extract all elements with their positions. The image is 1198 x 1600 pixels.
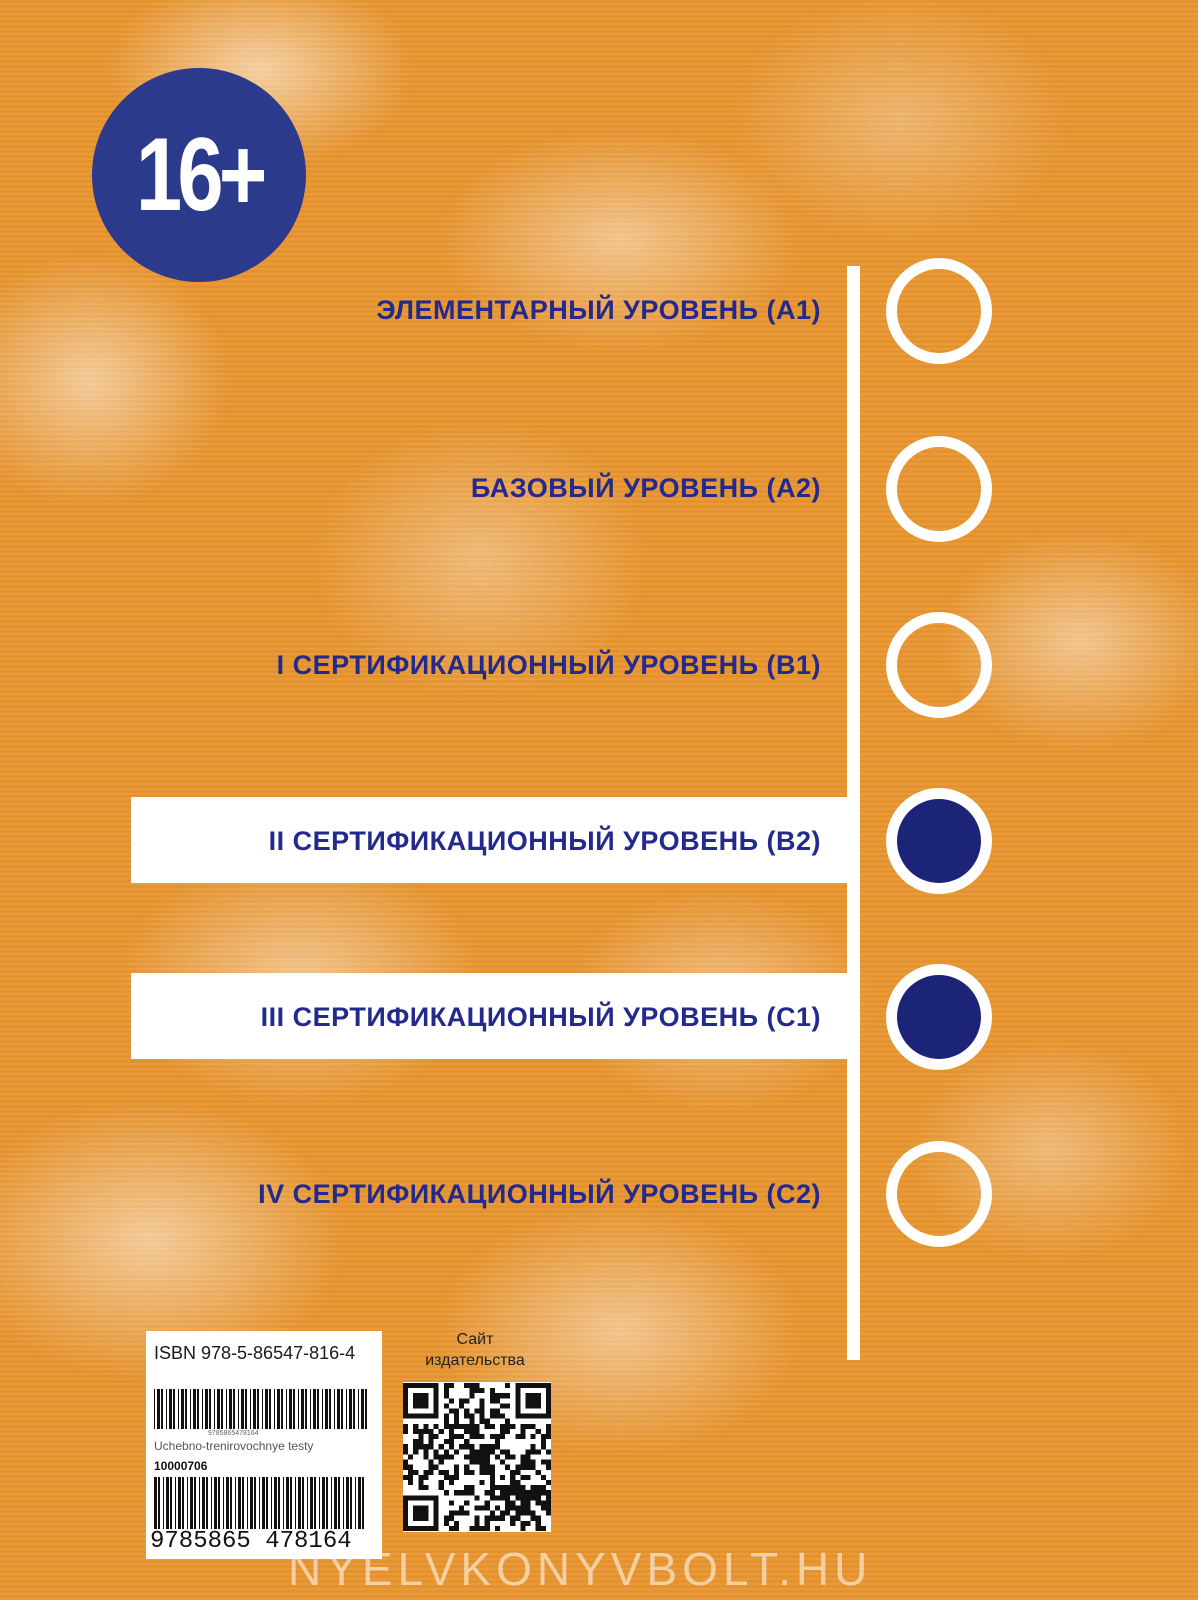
- publisher-site-label: [400, 1330, 550, 1372]
- level-label-a2: БАЗОВЫЙ УРОВЕНЬ (А2): [470, 473, 821, 503]
- isbn-barcode-label: [146, 1331, 382, 1559]
- level-marker-a1: [886, 258, 992, 364]
- barcode-ean-icon: [154, 1477, 368, 1529]
- qr-code-icon[interactable]: [403, 1382, 551, 1532]
- level-label-b1: I СЕРТИФИКАЦИОННЫЙ УРОВЕНЬ (В1): [276, 650, 821, 680]
- isbn-number: ISBN 978-5-86547-816-4: [154, 1343, 356, 1363]
- barcode-small-code: 9785865478164: [208, 1430, 259, 1437]
- level-label-c2: IV СЕРТИФИКАЦИОННЫЙ УРОВЕНЬ (С2): [258, 1179, 821, 1209]
- age-rating-text: 16+: [135, 116, 263, 233]
- level-label-c1: III СЕРТИФИКАЦИОННЫЙ УРОВЕНЬ (С1): [260, 1002, 821, 1032]
- publisher-site-text: Сайт издательства: [425, 1331, 525, 1369]
- level-marker-c1-filled: [886, 964, 992, 1070]
- level-timeline-line: [847, 266, 860, 1360]
- barcode-ean-number: 9785865 478164: [150, 1528, 352, 1555]
- level-label-b2: II СЕРТИФИКАЦИОННЫЙ УРОВЕНЬ (В2): [268, 826, 821, 856]
- level-marker-b2-filled: [886, 788, 992, 894]
- barcode-title: Uchebno-trenirovochnye testy: [154, 1439, 314, 1453]
- level-label-a1: ЭЛЕМЕНТАРНЫЙ УРОВЕНЬ (А1): [376, 295, 821, 325]
- barcode-item-code: 10000706: [154, 1459, 208, 1473]
- age-rating-badge: [92, 68, 306, 282]
- barcode-top-icon: [154, 1389, 368, 1429]
- watermark-text: NYELVKONYVBOLT.HU: [288, 1543, 873, 1595]
- level-marker-b1: [886, 612, 992, 718]
- level-marker-a2: [886, 436, 992, 542]
- level-marker-c2: [886, 1141, 992, 1247]
